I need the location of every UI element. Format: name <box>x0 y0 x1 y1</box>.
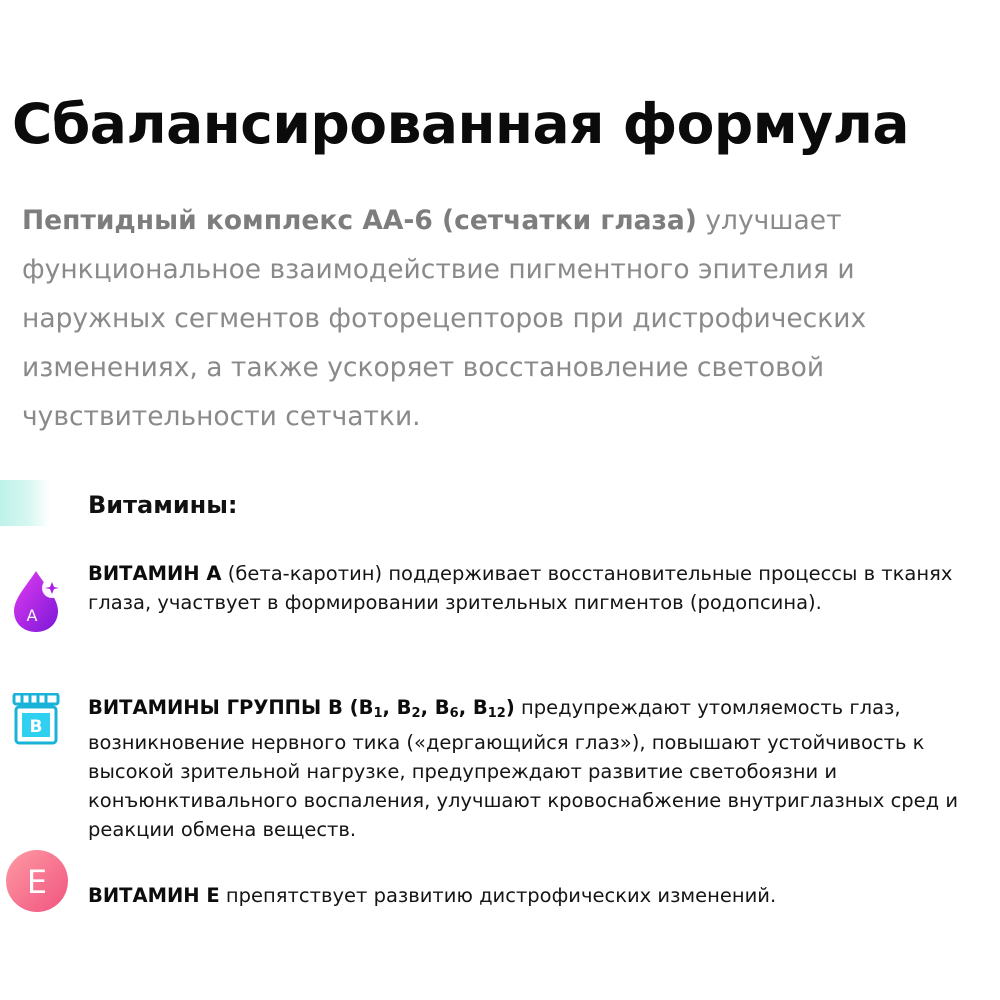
vitamin-e-paragraph <box>88 881 978 910</box>
vitamins-heading: Витамины: <box>88 491 238 519</box>
vitamin-b1-sub: 1 <box>373 706 383 721</box>
vitamin-b-text: предупреждают утомляемость глаз, возникновение нервного тика («дергающийся глаз»), повышают устойчивость к высокой зрительной нагрузке, предупреждают развитие светобоязни и конъюнктивального воспаления, улучшают кровоснабжение внутриглазных сред и реакции обмена веществ. <box>88 696 959 841</box>
vitamin-b-name-prefix: ВИТАМИНЫ ГРУППЫ В (В <box>88 696 374 719</box>
vitamin-b-icon-letter: B <box>29 717 43 737</box>
vitamin-a-text: (бета-каротин) поддерживает восстановительные процессы в тканях глаза, участвует в формировании зрительных пигментов (родопсина). <box>88 562 953 614</box>
vitamin-a-icon-letter: A <box>26 606 38 625</box>
vitamin-b12-sub: 12 <box>487 706 506 721</box>
vitamin-b-name-sep1: , В <box>382 696 412 719</box>
vitamin-a-drop-icon <box>10 568 68 634</box>
vitamin-b6-sub: 6 <box>449 706 459 721</box>
vitamin-e-text: препятствует развитию дистрофических изменений. <box>219 884 777 907</box>
vitamin-b2-sub: 2 <box>411 706 421 721</box>
vitamin-b-name-sep3: , В <box>458 696 488 719</box>
vitamin-e-icon-letter: E <box>26 863 48 901</box>
vitamin-e-name: ВИТАМИН Е <box>88 884 220 907</box>
vitamin-e-circle-icon <box>4 848 70 914</box>
vitamin-b-name <box>88 696 515 719</box>
vitamin-b-name-sep2: , В <box>420 696 450 719</box>
vitamin-a-paragraph <box>88 559 978 617</box>
vitamin-b-jar-icon <box>12 693 60 745</box>
intro-paragraph <box>22 196 982 441</box>
vitamin-b-paragraph <box>88 693 978 844</box>
vitamin-a-name: ВИТАМИН А <box>88 562 222 585</box>
vitamin-b-name-suffix: ) <box>505 696 515 719</box>
intro-bold-text: Пептидный комплекс АА-6 (сетчатки глаза) <box>22 205 697 236</box>
intro-text: улучшает функциональное взаимодействие пигментного эпителия и наружных сегментов фоторецепторов при дистрофических изменениях, а также ускоряет восстановление световой чувствительности сетчатки. <box>22 205 867 432</box>
page-title: Сбалансированная формула <box>12 92 910 156</box>
section-accent-bar <box>0 480 50 526</box>
